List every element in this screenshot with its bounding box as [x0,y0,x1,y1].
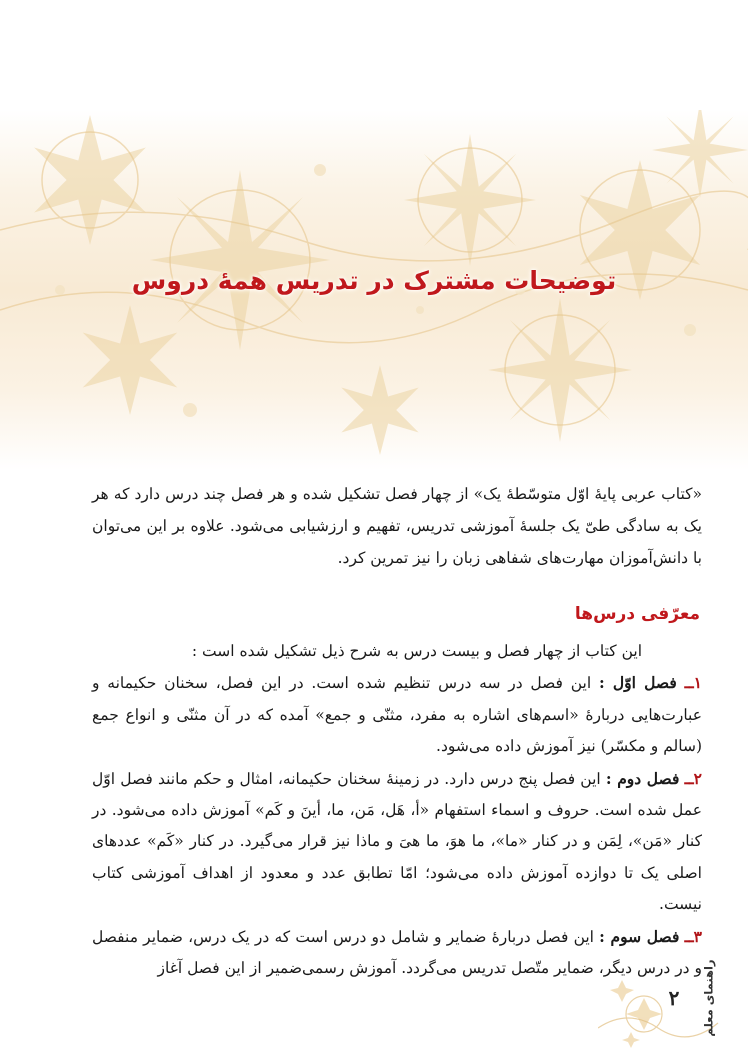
lesson-text: این فصل در سه درس تنظیم شده است. در این فصل، سخنان حکیمانه و عبارت‌هایی دربارهٔ «اسم‌های اشاره به مفرد، مثنّی و جمع» آمده که در آن مثنّی و انواع جمع (سالم و مکسّر) نیز آموزش داده می‌شود. [92,674,702,756]
lesson-number: ۳ــ [684,926,702,946]
lesson-number: ۲ــ [684,768,702,788]
intro-paragraph: «کتاب عربی پایهٔ اوّل متوسّطهٔ یک» از چهار فصل تشکیل شده و هر فصل چند درس دارد که هر یک به سادگی طیّ یک جلسهٔ آموزشی تدریس، تفهیم و ارزشیابی می‌شود. علاوه بر این می‌توان با دانش‌آموزان مهارت‌های شفاهی زبان را نیز تمرین کرد. [92,485,702,567]
side-tab [694,958,724,1038]
side-tab-label: راهنمای معلم [702,959,717,1037]
lessons-lead: این کتاب از چهار فصل و بیست درس به شرح ذیل تشکیل شده است : [191,642,642,660]
corner-ornament-icon [598,968,748,1053]
lessons-content [92,636,702,984]
lesson-text: این فصل دربارهٔ ضمایر و شامل دو درس است که در یک درس، ضمایر منفصل و در درس دیگر، ضمایر متّصل تدریس می‌گردد. آموزش رسمی‌ضمیر از این فصل آغاز [92,927,702,978]
lesson-title: فصل دوم : [605,768,680,788]
page-title: توضیحات مشترک در تدریس همهٔ دروس [131,266,617,295]
lesson-text: این فصل پنج درس دارد. در زمینهٔ سخنان حکیمانه، امثال و حکم مانند فصل اوّل عمل شده است. حروف و اسماء استفهام «أ، هَل، مَن، ما، أینَ و کَم» آموزش داده می‌شود. در کنار «مَن»، لِمَن و در کنار «ما»، ما هوَ، ما هیَ و ماذا نیز قرار می‌گیرد. در کنار «کَم» عددهای اصلی یک تا دوازده آموزش داده می‌شود؛ امّا تطابق عدد و معدود از اهداف آموزشی کتاب نیست. [92,769,702,914]
page-number: ۲ [668,986,680,1010]
lesson-title: فصل اوّل : [598,673,677,693]
lesson-number: ۱ــ [684,673,702,693]
lesson-item-1 [92,667,702,762]
section-heading: معرّفی درس‌ها [574,604,700,624]
lesson-title: فصل سوم : [599,926,680,946]
lesson-item-2 [92,763,702,921]
